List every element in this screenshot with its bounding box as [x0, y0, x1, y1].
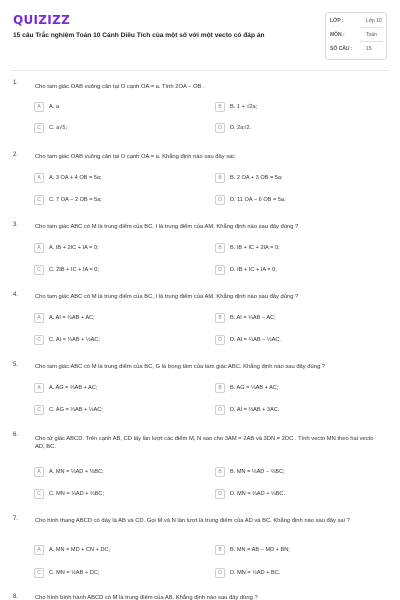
meta-count-label: SỐ CÂU : [330, 46, 353, 52]
option-text: A. 3 OA + 4 OB = 5a; [49, 175, 102, 181]
option-c[interactable] [34, 568, 204, 579]
option-c[interactable] [34, 405, 204, 416]
meta-class-label: LỚP : [330, 18, 344, 24]
option-letter: C [34, 405, 44, 415]
option-d[interactable] [215, 123, 385, 134]
option-text: C. AI = ¼AB + ½AC; [49, 337, 100, 343]
option-c[interactable] [34, 489, 204, 500]
question-text: Cho tam giác OAB vuông cân tại O cạnh OA = a. Tính 2OA − OB . [35, 84, 205, 90]
option-text: C. 2IB + IC + IA = 0; [49, 267, 99, 273]
option-d[interactable] [215, 568, 385, 579]
question-number: 4. [13, 292, 19, 298]
option-a[interactable] [34, 383, 204, 394]
question-number: 7. [13, 516, 19, 522]
option-letter: B [215, 243, 225, 253]
option-letter: C [34, 265, 44, 275]
question-text: Cho hình thang ABCD có đáy là AB và CD. Gọi M và N lần lượt là trung điểm của AD và BC. Khẳng định nào sau đây sai ? [35, 518, 350, 524]
option-text: D. AI = ¼AB − ½AC. [230, 337, 281, 343]
option-letter: A [34, 243, 44, 253]
option-text: B. 2 OA + 3 OB = 5a; [230, 175, 283, 181]
meta-count-row [330, 46, 386, 57]
meta-box [325, 12, 387, 60]
question-text: Cho tam giác ABC có M là trung điểm của BC, I là trung điểm của AM. Khẳng định nào sau đây đúng ? [35, 224, 299, 230]
option-a[interactable] [34, 467, 204, 478]
option-text: A. a [49, 104, 59, 110]
option-text: C. MN = ⅓AD + ⅔BC; [49, 491, 105, 497]
question-number: 2. [13, 152, 19, 158]
option-text: D. 2a√2. [230, 125, 252, 131]
option-text: D. MN = ⅔AD + ⅓BC. [230, 491, 286, 497]
option-letter: D [215, 335, 225, 345]
option-letter: C [34, 195, 44, 205]
option-letter: B [215, 313, 225, 323]
option-text: B. AG = ⅓AB + AC; [230, 385, 279, 391]
option-d[interactable] [215, 335, 385, 346]
option-text: B. MN = AB − MD + BN; [230, 547, 290, 553]
option-text: A. IB + 2IC + IA = 0; [49, 245, 99, 251]
option-letter: B [215, 467, 225, 477]
question-number: 5. [13, 362, 19, 368]
option-letter: C [34, 568, 44, 578]
option-letter: A [34, 467, 44, 477]
option-letter: D [215, 568, 225, 578]
question-text: Cho hình bình hành ABCD có M là trung điểm của AB. Khẳng định nào sau đây đúng ? [35, 595, 258, 600]
question-number: 1. [13, 80, 19, 86]
question-text: Cho tam giác ABC có M là trung điểm của BC, I là trung điểm của AM. Khẳng định nào sau đây đúng ? [35, 294, 299, 300]
question-number: 8. [13, 594, 19, 600]
option-text: B. AI = ¼AB − AC; [230, 315, 276, 321]
option-letter: A [34, 173, 44, 183]
option-a[interactable] [34, 243, 204, 254]
option-b[interactable] [215, 383, 385, 394]
meta-class-value: Lớp 10 [366, 18, 382, 24]
option-d[interactable] [215, 405, 385, 416]
question-text: Cho tam giác OAB vuông cân tại O cạnh OA = a. Khẳng định nào sau đây sai: [35, 154, 236, 160]
option-c[interactable] [34, 123, 204, 134]
option-text: D. IB + IC + IA = 0; [230, 267, 277, 273]
option-text: B. MN = ⅓AD − ⅔BC; [230, 469, 285, 475]
meta-divider [360, 41, 383, 42]
option-text: C. a√5; [49, 125, 67, 131]
meta-count-value: 15 [366, 46, 372, 52]
option-c[interactable] [34, 195, 204, 206]
option-d[interactable] [215, 265, 385, 276]
option-text: D. MN = ½AD + BC. [230, 570, 281, 576]
question-text: Cho tứ giác ABCD. Trên cạnh AB, CD lấy lần lượt các điểm M, N sao cho 3AM = 2AB và 3DN = 2DC . Tính vecto MN theo hai vecto AD, BC. [35, 436, 374, 450]
quizizz-logo: QUIZIZZ [13, 13, 71, 27]
option-c[interactable] [34, 265, 204, 276]
option-b[interactable] [215, 243, 385, 254]
option-a[interactable] [34, 173, 204, 184]
meta-subject-value: Toán [366, 32, 377, 38]
option-letter: C [34, 489, 44, 499]
option-a[interactable] [34, 313, 204, 324]
option-text: C. AG = ⅓AB + ⅓AC; [49, 407, 103, 413]
option-letter: D [215, 405, 225, 415]
option-d[interactable] [215, 195, 385, 206]
option-letter: C [34, 123, 44, 133]
question-text: Cho tam giác ABC có M là trung điểm của BC, G là trọng tâm của tam giác ABC. Khẳng định nào sau đây đúng ? [35, 364, 326, 370]
meta-subject-label: MÔN : [330, 32, 345, 38]
option-letter: B [215, 383, 225, 393]
option-text: B. 1 + √2a; [230, 104, 258, 110]
option-text: A. MN = ⅓AD + ⅓BC; [49, 469, 104, 475]
option-text: D. AI = ⅔AB + 3AC. [230, 407, 280, 413]
option-letter: D [215, 195, 225, 205]
option-letter: A [34, 545, 44, 555]
option-text: A. AI = ¼AB + AC; [49, 315, 95, 321]
option-a[interactable] [34, 545, 204, 556]
option-b[interactable] [215, 467, 385, 478]
option-b[interactable] [215, 313, 385, 324]
option-letter: B [215, 545, 225, 555]
option-text: B. IB + IC + 2IA = 0; [230, 245, 280, 251]
option-letter: A [34, 102, 44, 112]
option-text: C. 7 OA − 2 OB = 5a; [49, 197, 102, 203]
option-text: C. MN = ½AB + DC; [49, 570, 100, 576]
option-letter: D [215, 265, 225, 275]
option-d[interactable] [215, 489, 385, 500]
worksheet-title: 15 câu Trắc nghiệm Toán 10 Cánh Diều Tích của một số với một vecto có đáp án [13, 32, 265, 39]
option-letter: A [34, 383, 44, 393]
option-b[interactable] [215, 545, 385, 556]
option-letter: D [215, 123, 225, 133]
option-text: A. MN = MD + CN + DC; [49, 547, 111, 553]
option-letter: B [215, 102, 225, 112]
option-b[interactable] [215, 173, 385, 184]
meta-divider [360, 27, 383, 28]
option-letter: A [34, 313, 44, 323]
option-letter: D [215, 489, 225, 499]
option-c[interactable] [34, 335, 204, 346]
option-text: A. AG = ⅔AB + AC; [49, 385, 98, 391]
header-divider [12, 70, 388, 71]
option-b[interactable] [215, 102, 385, 113]
option-text: D. 11 OA − 6 OB = 5a. [230, 197, 286, 203]
option-letter: C [34, 335, 44, 345]
question-number: 3. [13, 222, 19, 228]
option-letter: B [215, 173, 225, 183]
worksheet-header [0, 0, 400, 70]
option-a[interactable] [34, 102, 204, 113]
question-number: 6. [13, 432, 19, 438]
